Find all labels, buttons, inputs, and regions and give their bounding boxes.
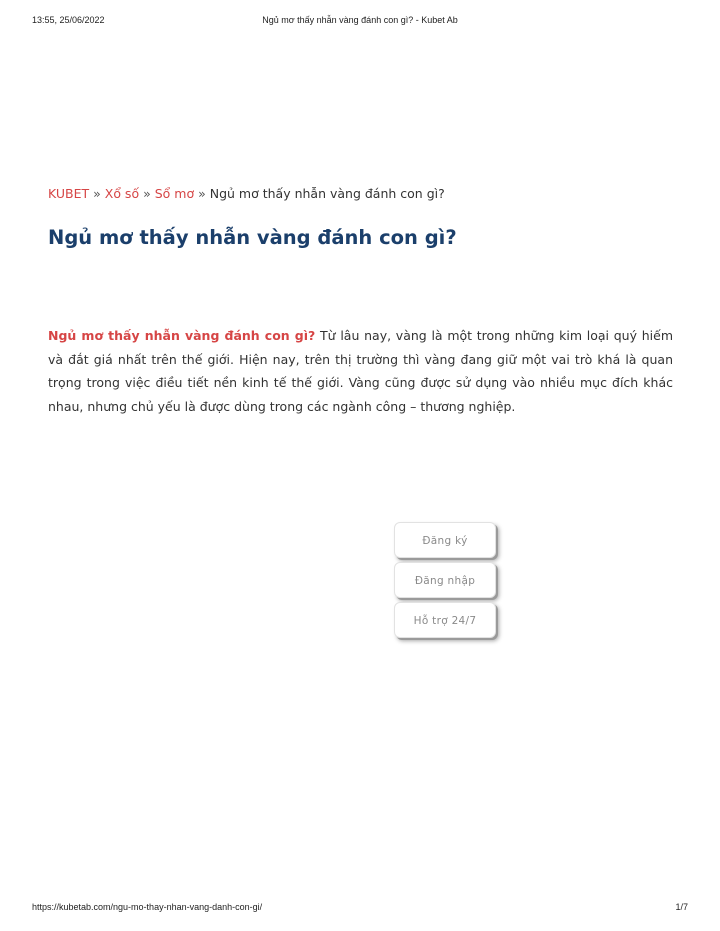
register-button[interactable]: Đăng ký [394,522,496,558]
login-button[interactable]: Đăng nhập [394,562,496,598]
intro-lead: Ngủ mơ thấy nhẫn vàng đánh con gì? [48,328,316,343]
print-header [0,15,720,29]
intro-paragraph [48,324,673,418]
print-header-title: Ngủ mơ thấy nhẫn vàng đánh con gì? - Kubet Ab [262,15,458,25]
print-footer-url: https://kubetab.com/ngu-mo-thay-nhan-vang-danh-con-gi/ [32,902,263,912]
breadcrumb-separator: » [143,186,151,201]
intro-body: Từ lâu nay, vàng là một trong những kim loại quý hiếm và đắt giá nhất trên thế giới. Hiện nay, trên thị trường thì vàng đang giữ một vai trò khá là quan trọng trong việc điều tiết nền kinh tế thế giới. Vàng cũng được sử dụng vào nhiều mục đích khác nhau, nhưng chủ yếu là được dùng trong các ngành công – thương nghiệp. [48,328,673,414]
breadcrumb-separator: » [198,186,206,201]
page-title: Ngủ mơ thấy nhẫn vàng đánh con gì? [48,226,457,249]
side-action-buttons [394,522,496,642]
breadcrumb-xo-so-link[interactable]: Xổ số [104,186,140,201]
support-button[interactable]: Hỗ trợ 24/7 [394,602,496,638]
print-header-datetime: 13:55, 25/06/2022 [32,15,105,25]
breadcrumb-current: Ngủ mơ thấy nhẫn vàng đánh con gì? [209,186,445,201]
breadcrumb-so-mo-link[interactable]: Sổ mơ [154,186,195,201]
print-footer [0,902,720,916]
print-footer-page: 1/7 [675,902,688,912]
breadcrumb-separator: » [93,186,101,201]
breadcrumb-home-link[interactable]: KUBET [48,186,90,201]
breadcrumb [48,186,445,201]
